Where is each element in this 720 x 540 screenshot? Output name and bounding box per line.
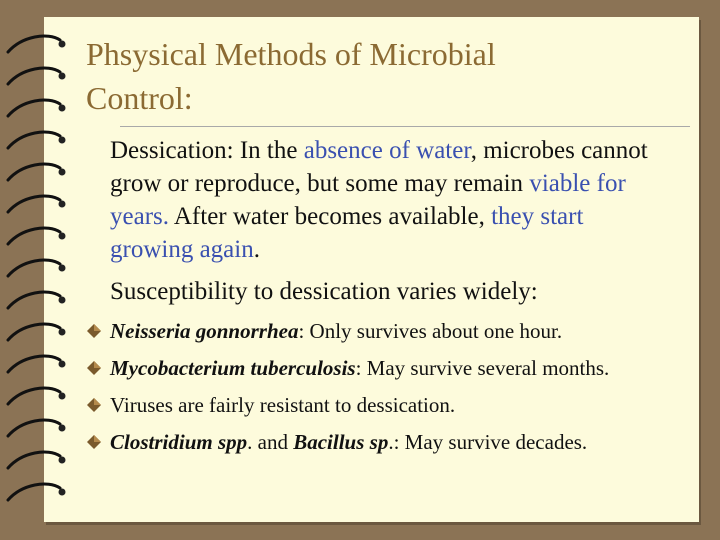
spiral-binding-icon <box>0 0 80 540</box>
diamond-bullet-icon <box>86 360 102 376</box>
diamond-bullet-icon <box>86 323 102 339</box>
highlight-text: viable for years. <box>110 170 626 230</box>
bullet-text: : May survive several months. <box>355 356 610 380</box>
diamond-bullet-icon <box>86 434 102 450</box>
title-line-2: Control: <box>86 80 193 116</box>
slide-title <box>86 32 686 120</box>
bullet-text: . and <box>247 430 294 454</box>
para-text: In the <box>233 137 304 164</box>
organism-name: Clostridium spp <box>110 430 248 454</box>
organism-name: Bacillus sp <box>293 430 389 454</box>
highlight-text: they start growing again <box>110 203 584 263</box>
title-divider <box>120 126 690 127</box>
list-item <box>86 429 706 455</box>
susceptibility-paragraph: Susceptibility to dessication varies widely: <box>110 278 538 305</box>
para-text: After water becomes available, <box>169 203 492 230</box>
highlight-text: absence of water <box>303 137 471 164</box>
para-text: , microbes cannot grow or reproduce, but some may remain <box>110 137 648 197</box>
organism-name: Neisseria gonnorrhea <box>110 319 299 343</box>
dessication-term: Dessication: <box>110 137 234 164</box>
bullet-text: .: May survive decades. <box>388 430 588 454</box>
bullet-text: : Only survives about one hour. <box>298 319 563 343</box>
list-item <box>86 392 706 418</box>
list-item <box>86 355 706 381</box>
title-line-1: Phsysical Methods of Microbial <box>86 36 496 72</box>
dessication-paragraph <box>110 134 670 266</box>
para-text: . <box>253 236 260 263</box>
diamond-bullet-icon <box>86 397 102 413</box>
list-item <box>86 318 706 344</box>
bullet-text: Viruses are fairly resistant to dessication. <box>110 393 456 417</box>
organism-name: Mycobacterium tuberculosis <box>110 356 356 380</box>
